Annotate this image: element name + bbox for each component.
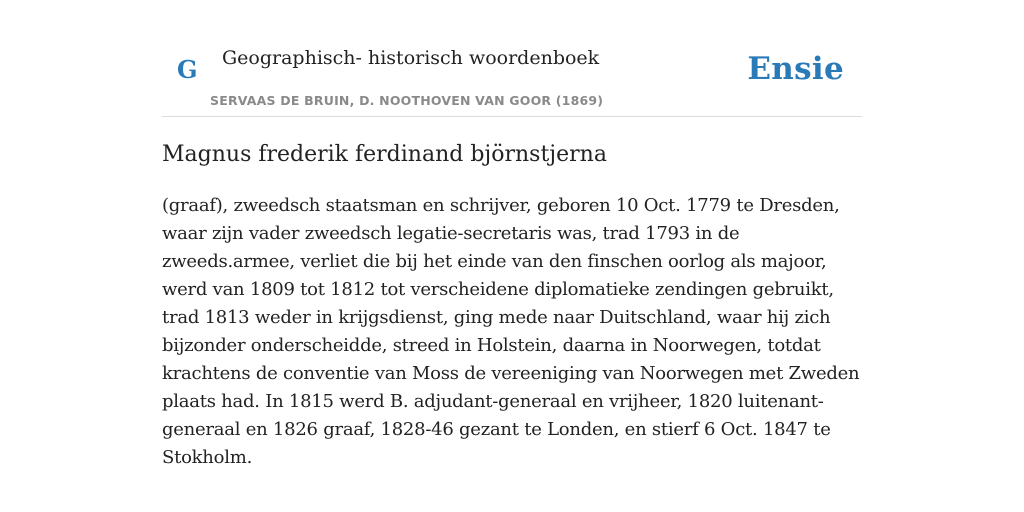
ensie-logo[interactable]: Ensie — [747, 51, 844, 87]
book-title-link[interactable]: Geographisch- historisch woordenboek — [222, 47, 600, 69]
book-authors: SERVAAS DE BRUIN, D. NOOTHOVEN VAN GOOR (1869) — [210, 93, 604, 108]
book-header — [162, 0, 862, 117]
entry-body: (graaf), zweedsch staatsman en schrijver, geboren 10 Oct. 1779 te Dresden, waar zijn vader zweedsch legatie-secretaris was, trad 1793 in de zweeds.armee, verliet die bij het einde van den finschen oorlog als majoor, werd van 1809 tot 1812 tot verscheidene diplomatieke zendingen gebruikt, trad 1813 weder in krijgsdienst, ging mede naar Duitschland, waar hij zich bijzonder onderscheidde, streed in Holstein, daarna in Noorwegen, totdat krachtens de conventie van Moss de vereeniging van Noorwegen met Zweden plaats had. In 1815 werd B. adjudant-generaal en vrijheer, 1820 luitenant-generaal en 1826 graaf, 1828-46 gezant te Londen, en stierf 6 Oct. 1847 te Stokholm. — [162, 195, 860, 468]
book-letter-icon[interactable]: G — [177, 55, 198, 84]
entry-title: Magnus frederik ferdinand björnstjerna — [162, 142, 607, 167]
